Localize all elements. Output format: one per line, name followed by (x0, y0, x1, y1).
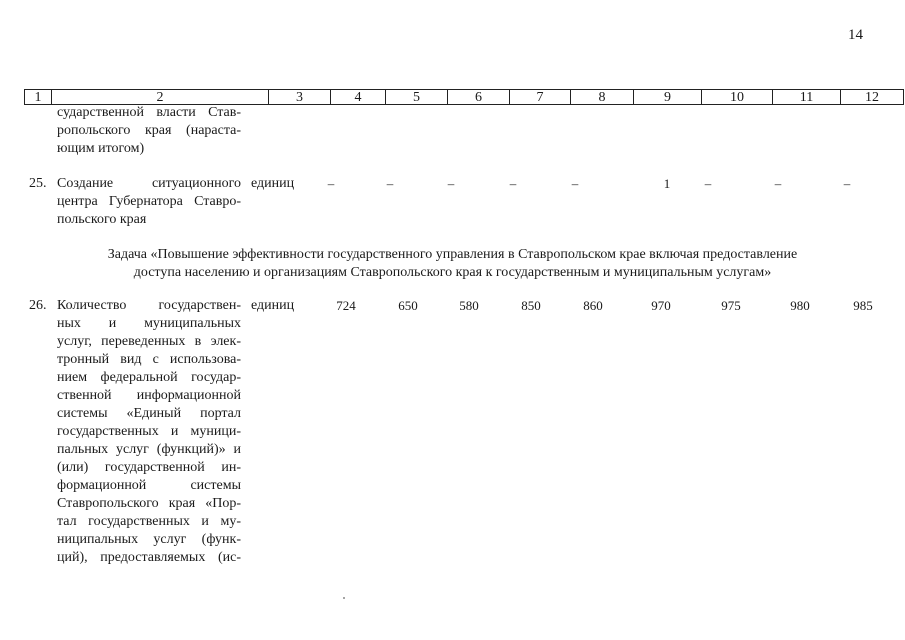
row-26-name-line: услуг, переведенных в элек- (57, 334, 241, 349)
row-26-name-line: ственной информационной (57, 388, 241, 403)
row-25-value-col6: – (447, 176, 455, 191)
row-25-unit: единиц (251, 176, 295, 191)
header-col-10: 10 (702, 90, 773, 104)
row-26-value-col8: 860 (583, 298, 603, 313)
row-26-name-line: формационной системы (57, 478, 241, 493)
header-col-6: 6 (448, 90, 510, 104)
row-26-value-col10: 975 (721, 298, 741, 313)
row-26-unit: единиц (251, 298, 295, 313)
page-number: 14 (848, 27, 863, 43)
header-col-9: 9 (634, 90, 702, 104)
row-25-value-col4: – (327, 176, 335, 191)
continued-row-name (57, 104, 241, 158)
row-26-name-line: государственных и муници- (57, 424, 241, 439)
row-26-value-col11: 980 (790, 298, 810, 313)
row-26-name-line: Количество государствен- (57, 298, 241, 313)
row-26-name-line: ных и муниципальных (57, 316, 241, 331)
row-26-name-line: пальных услуг (функций)» и (57, 442, 241, 457)
row-25-value-col12: – (843, 176, 851, 191)
header-col-3: 3 (269, 90, 331, 104)
row-25-value-col11: – (774, 176, 782, 191)
row-25-value-col8: – (571, 176, 579, 191)
header-col-1: 1 (25, 90, 52, 104)
row-26-name-line: Ставропольского края «Пор- (57, 496, 241, 511)
row-26-name (57, 297, 241, 567)
row-26-name-line: тал государственных и му- (57, 514, 241, 529)
row-25-number: 25. (29, 176, 47, 191)
row-26-name-line: (или) государственной ин- (57, 460, 241, 475)
row-26-value-col4: 724 (336, 298, 356, 313)
row-25-value-col10: – (704, 176, 712, 191)
continued-line: сударственной власти Став- (57, 105, 241, 120)
header-col-8: 8 (571, 90, 634, 104)
task-heading-line-2: доступа населению и организациям Ставропольского края к государственным и муниципальным услугам» (133, 265, 772, 280)
row-25-value-col7: – (509, 176, 517, 191)
row-26-value-col5: 650 (398, 298, 418, 313)
row-25-value-col5: – (386, 176, 394, 191)
row-25-name-line: Создание ситуационного (57, 176, 241, 191)
header-col-5: 5 (386, 90, 448, 104)
header-col-7: 7 (510, 90, 571, 104)
task-heading-line-1: Задача «Повышение эффективности государственного управления в Ставропольском крае включая предоставление (107, 247, 798, 262)
header-col-4: 4 (331, 90, 386, 104)
row-26-name-line: ций), предоставляемых (ис- (57, 550, 241, 565)
row-26-value-col12: 985 (853, 298, 873, 313)
row-25-name-line: центра Губернатора Ставро- (57, 194, 241, 209)
header-col-12: 12 (865, 90, 879, 105)
task-heading (40, 246, 865, 282)
row-26-name-line: системы «Единый портал (57, 406, 241, 421)
continued-line: ющим итогом) (57, 141, 145, 156)
row-26-number: 26. (29, 298, 47, 313)
row-26-value-col9: 970 (651, 298, 671, 313)
row-26-name-line: ниципальных услуг (функ- (57, 532, 241, 547)
header-col-2: 2 (52, 90, 269, 104)
continued-line: ропольского края (нараста- (57, 123, 241, 138)
row-26-name-line: нием федеральной государ- (57, 370, 241, 385)
row-25-name (57, 175, 241, 229)
table-header-row (24, 89, 904, 105)
scan-speck (343, 597, 345, 599)
row-26-value-col6: 580 (459, 298, 479, 313)
row-26-name-line: тронный вид с использова- (57, 352, 241, 367)
row-25-value-col9: 1 (663, 176, 671, 191)
header-col-11: 11 (773, 90, 841, 104)
row-26-value-col7: 850 (521, 298, 541, 313)
row-25-name-line: польского края (57, 212, 147, 227)
